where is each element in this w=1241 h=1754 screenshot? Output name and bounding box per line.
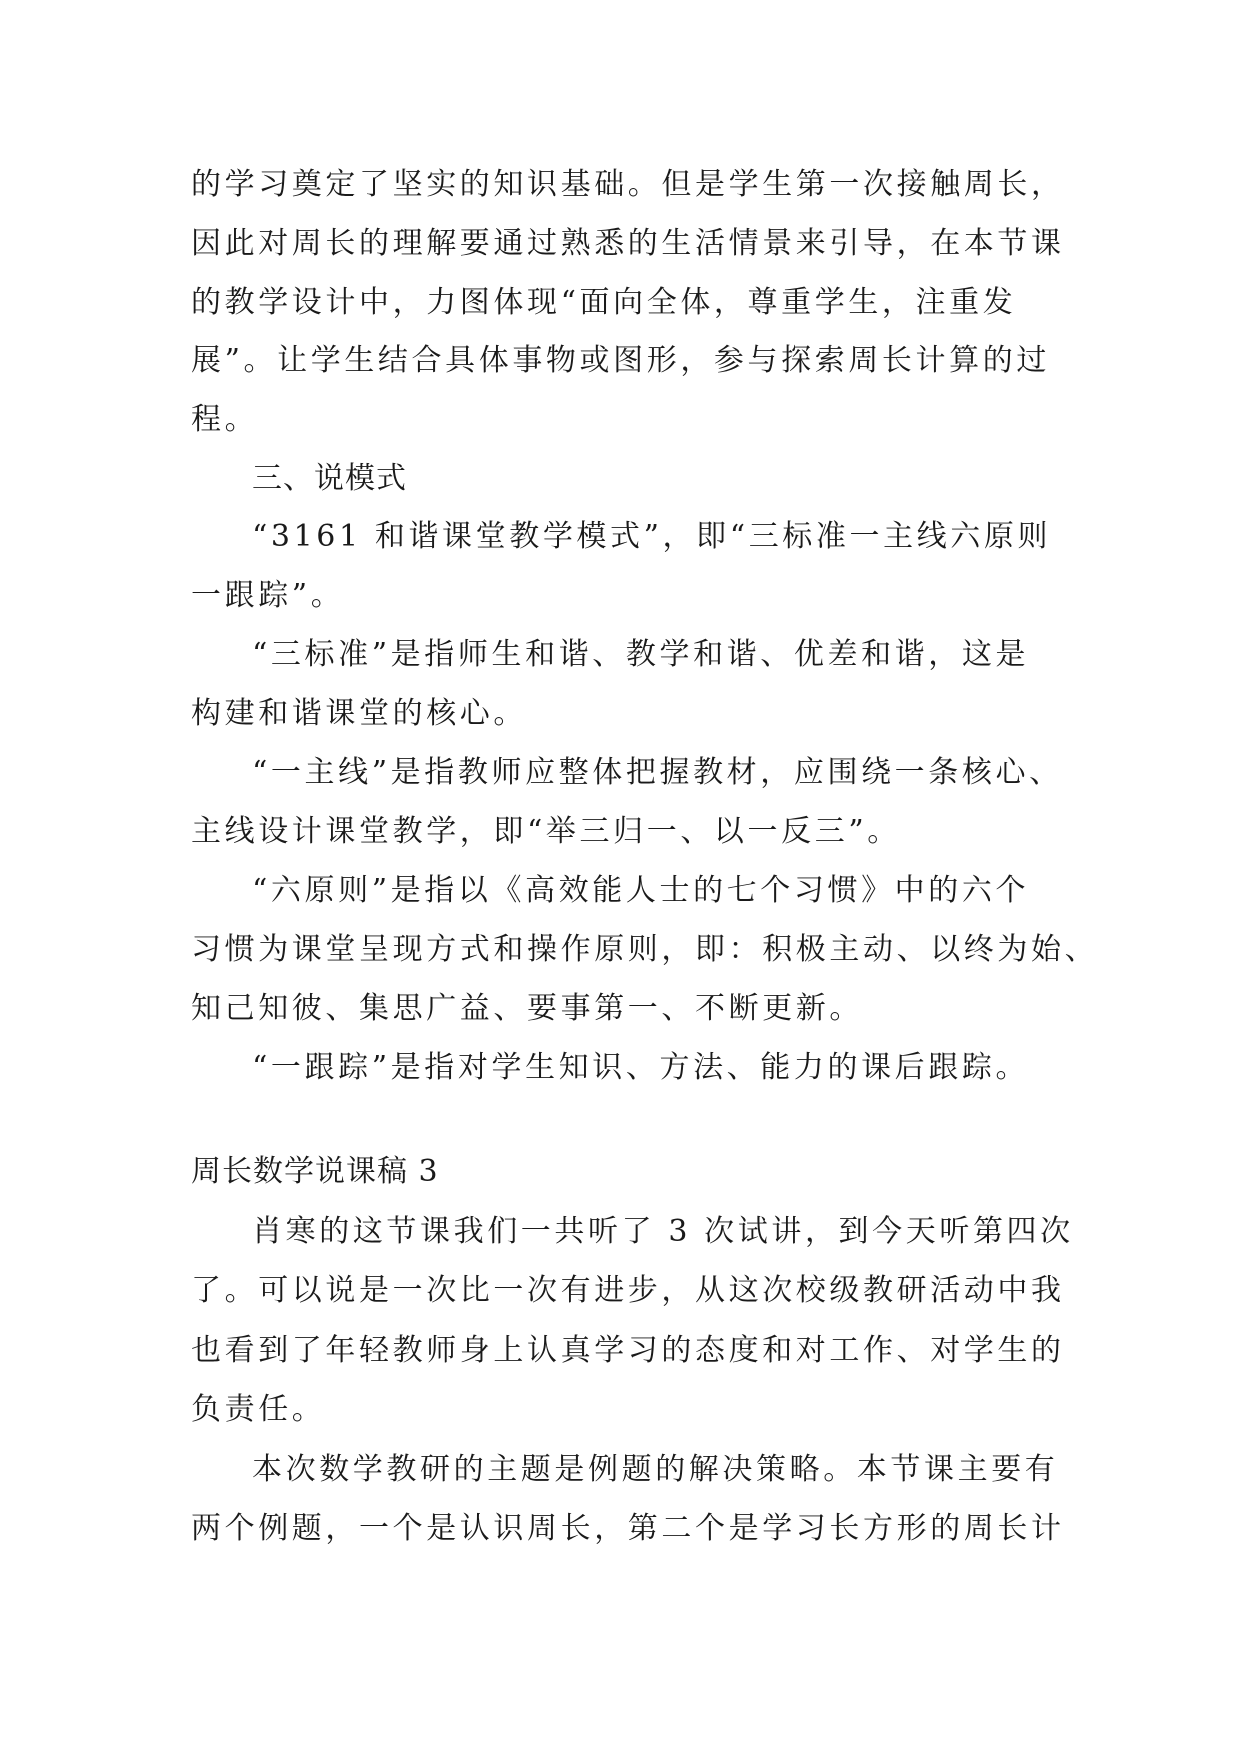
paragraph-line: 的学习奠定了坚实的知识基础。但是学生第一次接触周长， xyxy=(191,167,1065,202)
paragraph-line: 一跟踪”。 xyxy=(191,578,345,613)
paragraph-line: 负责任。 xyxy=(191,1392,326,1427)
paragraph-line: 因此对周长的理解要通过熟悉的生活情景来引导，在本节课 xyxy=(191,226,1065,261)
paragraph-line: 也看到了年轻教师身上认真学习的态度和对工作、对学生的 xyxy=(191,1333,1065,1368)
paragraph-line: 肖寒的这节课我们一共听了 3 次试讲，到今天听第四次 xyxy=(252,1214,1074,1249)
paragraph-line: 知己知彼、集思广益、要事第一、不断更新。 xyxy=(191,991,863,1026)
paragraph-line: “三标准”是指师生和谐、教学和谐、优差和谐，这是 xyxy=(252,637,1030,672)
paragraph-line: 了。可以说是一次比一次有进步，从这次校级教研活动中我 xyxy=(191,1273,1065,1308)
paragraph-line: “一主线”是指教师应整体把握教材，应围绕一条核心、 xyxy=(252,755,1063,790)
paragraph-line: 展”。让学生结合具体事物或图形，参与探索周长计算的过 xyxy=(191,343,1050,378)
paragraph-line: 构建和谐课堂的核心。 xyxy=(191,696,527,731)
paragraph-line: 本次数学教研的主题是例题的解决策略。本节课主要有 xyxy=(252,1452,1059,1487)
paragraph-line: “一跟踪”是指对学生知识、方法、能力的课后跟踪。 xyxy=(252,1050,1030,1085)
paragraph-line: 两个例题，一个是认识周长，第二个是学习长方形的周长计 xyxy=(191,1511,1065,1546)
paragraph-line: 的教学设计中，力图体现“面向全体，尊重学生，注重发 xyxy=(191,285,1017,320)
paragraph-line: 主线设计课堂教学，即“举三归一、以一反三”。 xyxy=(191,814,901,849)
section-heading: 三、说模式 xyxy=(252,461,407,496)
paragraph-line: “3161 和谐课堂教学模式”，即“三标准一主线六原则 xyxy=(252,519,1052,554)
paragraph-line: 习惯为课堂呈现方式和操作原则，即：积极主动、以终为始、 xyxy=(191,932,1099,967)
paragraph-line: 程。 xyxy=(191,402,259,437)
document-title: 周长数学说课稿 3 xyxy=(191,1154,439,1189)
paragraph-line: “六原则”是指以《高效能人士的七个习惯》中的六个 xyxy=(252,873,1030,908)
